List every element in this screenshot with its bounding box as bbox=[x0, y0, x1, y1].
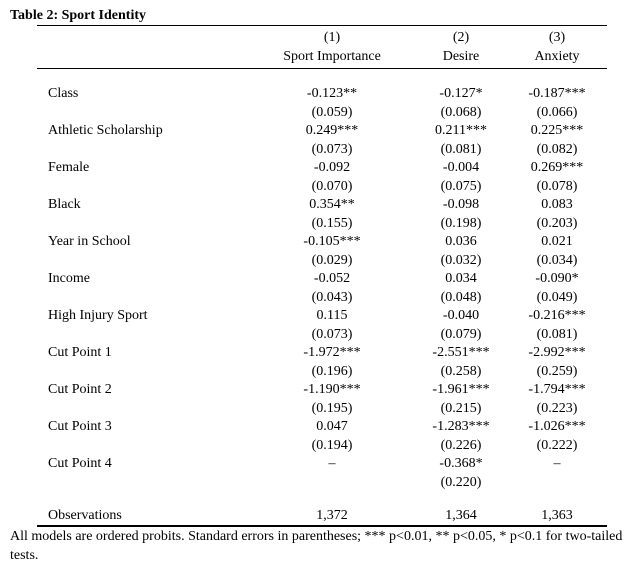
coefficient: -0.040 bbox=[442, 308, 480, 323]
coefficient: -1.190*** bbox=[303, 382, 361, 397]
row-label: Black bbox=[48, 197, 81, 212]
row-label: Cut Point 2 bbox=[48, 382, 112, 397]
standard-error: (0.049) bbox=[536, 289, 578, 305]
coefficient: -0.090* bbox=[535, 271, 579, 286]
standard-error: (0.075) bbox=[440, 178, 482, 194]
standard-error: (0.048) bbox=[440, 289, 482, 305]
row-label: Cut Point 4 bbox=[48, 456, 112, 471]
row-label: Cut Point 3 bbox=[48, 419, 112, 434]
table-cell bbox=[262, 233, 402, 270]
standard-error: (0.215) bbox=[440, 400, 482, 416]
coefficient: 0.354** bbox=[309, 197, 355, 212]
table-cell bbox=[411, 159, 511, 196]
coefficient: -1.972*** bbox=[303, 345, 361, 360]
standard-error: (0.079) bbox=[440, 326, 482, 342]
standard-error: (0.029) bbox=[311, 252, 353, 268]
coefficient: -1.283*** bbox=[432, 419, 490, 434]
row-label: Year in School bbox=[48, 234, 131, 249]
coefficient: 0.269*** bbox=[530, 160, 584, 175]
table-cell bbox=[262, 85, 402, 122]
table-cell bbox=[411, 85, 511, 122]
row-label: Cut Point 1 bbox=[48, 345, 112, 360]
row-label: Athletic Scholarship bbox=[48, 123, 163, 138]
standard-error: (0.203) bbox=[536, 215, 578, 231]
standard-error: (0.222) bbox=[536, 437, 578, 453]
header-rule bbox=[37, 68, 607, 69]
coefficient: -0.092 bbox=[313, 160, 351, 175]
row-label: High Injury Sport bbox=[48, 308, 148, 323]
observations-value: 1,372 bbox=[316, 508, 348, 523]
table-cell bbox=[262, 122, 402, 159]
standard-error: (0.068) bbox=[440, 104, 482, 120]
standard-error: (0.059) bbox=[311, 104, 353, 120]
observations-value: 1,363 bbox=[541, 508, 573, 523]
coefficient: -0.105*** bbox=[303, 234, 361, 249]
standard-error: (0.073) bbox=[311, 141, 353, 157]
table-cell bbox=[507, 196, 607, 233]
coefficient: -0.052 bbox=[313, 271, 351, 286]
coefficient: 0.083 bbox=[541, 197, 573, 212]
standard-error: (0.081) bbox=[536, 326, 578, 342]
table-cell bbox=[411, 418, 511, 455]
standard-error: (0.155) bbox=[311, 215, 353, 231]
table-cell bbox=[507, 122, 607, 159]
column-number: (2) bbox=[452, 30, 470, 45]
standard-error: (0.082) bbox=[536, 141, 578, 157]
standard-error: (0.081) bbox=[440, 141, 482, 157]
standard-error: (0.223) bbox=[536, 400, 578, 416]
standard-error: (0.043) bbox=[311, 289, 353, 305]
table-cell bbox=[411, 344, 511, 381]
top-rule bbox=[37, 25, 607, 26]
table-cell bbox=[411, 233, 511, 270]
standard-error: (0.070) bbox=[311, 178, 353, 194]
observations-label: Observations bbox=[48, 508, 122, 523]
coefficient: -1.961*** bbox=[432, 382, 490, 397]
coefficient: – bbox=[328, 456, 336, 471]
table-cell bbox=[507, 418, 607, 455]
coefficient: 0.047 bbox=[316, 419, 348, 434]
column-name: Sport Importance bbox=[283, 48, 381, 64]
table-cell bbox=[262, 455, 402, 474]
standard-error: (0.226) bbox=[440, 437, 482, 453]
column-number: (3) bbox=[548, 30, 566, 45]
observations-value: 1,364 bbox=[445, 508, 477, 523]
coefficient: -0.004 bbox=[442, 160, 480, 175]
standard-error: (0.073) bbox=[311, 326, 353, 342]
coefficient: -0.187*** bbox=[528, 86, 586, 101]
column-name: Anxiety bbox=[534, 48, 580, 64]
coefficient: -0.368* bbox=[439, 456, 483, 471]
column-header-3 bbox=[507, 29, 607, 66]
standard-error: (0.198) bbox=[440, 215, 482, 231]
coefficient: -1.026*** bbox=[528, 419, 586, 434]
standard-error: (0.196) bbox=[311, 363, 353, 379]
standard-error: (0.259) bbox=[536, 363, 578, 379]
table-cell bbox=[262, 344, 402, 381]
table-cell bbox=[411, 307, 511, 344]
table-cell bbox=[411, 196, 511, 233]
table-cell bbox=[262, 196, 402, 233]
coefficient: -1.794*** bbox=[528, 382, 586, 397]
coefficient: -0.098 bbox=[442, 197, 480, 212]
standard-error: (0.032) bbox=[440, 252, 482, 268]
table-cell bbox=[411, 455, 511, 492]
table-cell bbox=[507, 344, 607, 381]
table-cell bbox=[507, 381, 607, 418]
row-label: Female bbox=[48, 160, 90, 175]
table-cell bbox=[507, 233, 607, 270]
standard-error: (0.066) bbox=[536, 104, 578, 120]
standard-error: (0.194) bbox=[311, 437, 353, 453]
coefficient: – bbox=[553, 456, 561, 471]
column-name: Desire bbox=[442, 48, 480, 64]
standard-error: (0.078) bbox=[536, 178, 578, 194]
coefficient: 0.225*** bbox=[530, 123, 584, 138]
table-cell bbox=[262, 307, 402, 344]
coefficient: -2.992*** bbox=[528, 345, 586, 360]
table-cell bbox=[411, 381, 511, 418]
coefficient: 0.115 bbox=[316, 308, 348, 323]
row-label: Class bbox=[48, 86, 79, 101]
table-title: Table 2: Sport Identity bbox=[10, 8, 147, 23]
table-cell bbox=[262, 270, 402, 307]
table-cell bbox=[411, 270, 511, 307]
standard-error: (0.220) bbox=[440, 474, 482, 490]
table-cell bbox=[507, 270, 607, 307]
table-cell bbox=[507, 455, 607, 474]
standard-error: (0.258) bbox=[440, 363, 482, 379]
standard-error: (0.195) bbox=[311, 400, 353, 416]
table-cell bbox=[411, 122, 511, 159]
coefficient: -0.216*** bbox=[528, 308, 586, 323]
column-header-1 bbox=[262, 29, 402, 66]
table-cell bbox=[507, 307, 607, 344]
coefficient: -0.127* bbox=[439, 86, 483, 101]
coefficient: 0.021 bbox=[541, 234, 573, 249]
table-note: All models are ordered probits. Standard errors in parentheses; *** p<0.01, ** p<0.05, * p<0.1 for two-tailed tests. bbox=[10, 529, 623, 563]
column-number: (1) bbox=[323, 30, 341, 45]
table-cell bbox=[507, 85, 607, 122]
table-cell bbox=[262, 418, 402, 455]
standard-error: (0.034) bbox=[536, 252, 578, 268]
coefficient: -2.551*** bbox=[432, 345, 490, 360]
coefficient: 0.034 bbox=[445, 271, 477, 286]
table-cell bbox=[262, 159, 402, 196]
table-cell bbox=[262, 381, 402, 418]
table-cell bbox=[507, 159, 607, 196]
coefficient: 0.249*** bbox=[305, 123, 359, 138]
column-header-2 bbox=[411, 29, 511, 66]
row-label: Income bbox=[48, 271, 90, 286]
coefficient: 0.036 bbox=[445, 234, 477, 249]
coefficient: -0.123** bbox=[306, 86, 358, 101]
coefficient: 0.211*** bbox=[435, 123, 487, 138]
